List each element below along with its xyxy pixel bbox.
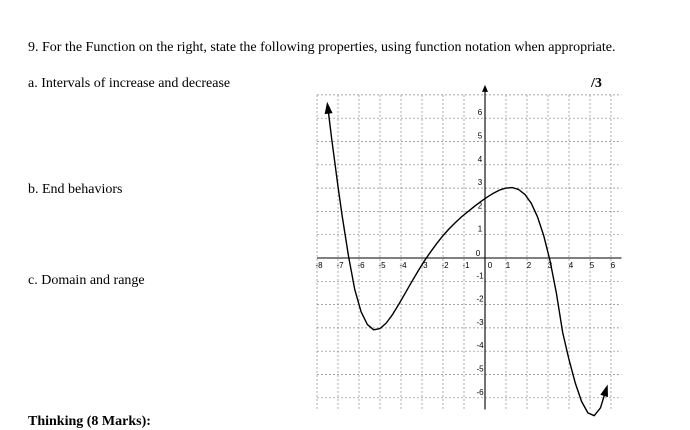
y-axis-arrow (482, 85, 488, 92)
x-tick-label: -6 (357, 261, 365, 270)
x-tick-label: 1 (505, 261, 511, 270)
x-tick-label: 6 (610, 261, 616, 270)
question-title: 9. For the Function on the right, state the following properties, using function notation when appropriate. (28, 40, 616, 55)
curve-start-arrow (325, 102, 333, 114)
y-tick-label: -2 (476, 294, 484, 304)
x-tick-label: -2 (441, 261, 449, 270)
y-tick-label: -5 (476, 364, 484, 374)
x-tick-label: 4 (568, 261, 574, 270)
part-b-prompt: b. End behaviors (28, 182, 123, 197)
y-tick-label: -1 (476, 271, 484, 281)
x-tick-label: 2 (526, 261, 532, 270)
y-tick-label: 6 (477, 108, 483, 118)
x-tick-label: 3 (547, 261, 553, 270)
y-tick-label: -3 (476, 317, 484, 327)
x-tick-label: -1 (462, 261, 470, 270)
curve-end-arrow (600, 384, 608, 397)
x-tick-label: 5 (589, 261, 595, 270)
y-tick-label: 4 (477, 154, 483, 164)
y-tick-label: 1 (477, 224, 483, 234)
x-tick-label: -3 (420, 261, 428, 270)
y-tick-label: 2 (477, 201, 483, 211)
x-tick-label: 0 (487, 261, 493, 270)
x-tick-label: -5 (378, 261, 386, 270)
x-tick-label: -8 (315, 261, 323, 270)
y-tick-label: -6 (476, 387, 484, 397)
part-c-prompt: c. Domain and range (28, 273, 145, 288)
x-tick-label: -4 (399, 261, 407, 270)
y-tick-label: 3 (477, 178, 483, 188)
x-tick-label: -7 (336, 261, 344, 270)
part-a-marks: /3 (591, 76, 602, 91)
y-tick-label: -4 (476, 341, 484, 351)
y-tick-label: 5 (477, 131, 483, 141)
part-a-prompt: a. Intervals of increase and decrease (28, 76, 231, 91)
section-heading: Thinking (8 Marks): (28, 414, 151, 429)
y-tick-label: 0 (475, 249, 481, 258)
